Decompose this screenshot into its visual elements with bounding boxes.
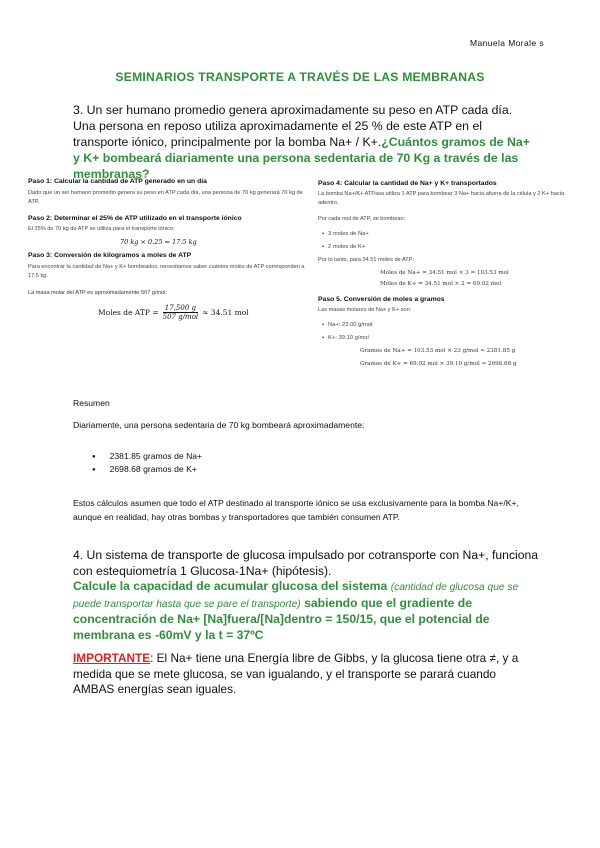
grams-k-line: Gramos de K+ = 69.02 mol × 39.10 g/mol ≈ 2698.68 g (360, 361, 517, 367)
author-name: Manuela Morale s (470, 38, 544, 48)
k-moles-line: Moles de K+ = 34.51 mol × 2 = 69.02 mol (380, 281, 502, 287)
important-label: IMPORTANTE (73, 651, 151, 665)
question-4-text: 4. Un sistema de transporte de glucosa impulsado por cotransporte con Na+, funciona con estequiometría 1 Glucosa-1Na+ (hipótesis). (73, 548, 539, 578)
step-2-title: Paso 2: Determinar el 25% de ATP utilizado en el transporte iónico (28, 215, 242, 222)
summary-item-k: ● 2698.68 gramos de K+ (92, 463, 202, 476)
step-2-formula: 70 kg × 0.25 = 17.5 kg (120, 238, 197, 246)
question-4-italic: (cantidad de glucosa que se puede transportar hasta que se pare el transporte) (73, 582, 519, 610)
summary-note: Estos cálculos asumen que todo el ATP destinado al transporte iónico se usa exclusivamente para la bomba Na+/K+, aunque en realidad, hay otras bombas y transportadores que también consumen ATP. (73, 498, 519, 522)
step-4-text-2: Por cada mol de ATP, se bombean: (318, 216, 406, 222)
question-3-text: 3. Un ser humano promedio genera aproximadamente su peso en ATP cada día. Una persona en reposo utiliza aproximadamente el 25 % de este ATP en el transporte iónico, principalmente por la bomba Na+ / K+. (73, 103, 513, 149)
step-3-title: Paso 3: Conversión de kilogramos a moles de ATP (28, 252, 192, 259)
formula-denominator: 507 g/mol (162, 313, 199, 321)
right-column (318, 180, 580, 369)
page-title: SEMINARIOS TRANSPORTE A TRAVÉS DE LAS MEMBRANAS (115, 70, 485, 84)
formula-lhs: Moles de ATP = (98, 308, 159, 317)
step-5-title: Paso 5. Conversión de moles a gramos (318, 296, 445, 303)
question-4 (73, 548, 543, 643)
left-column (28, 178, 308, 321)
important-text: : El Na+ tiene una Energía libre de Gibbs, y la glucosa tiene otra ≠, y a medida que se mete glucosa, se van igualando, y el transporte se parará cuando AMBAS energías sean iguales. (73, 651, 519, 696)
grams-na-line: Gramos de Na+ = 103.53 mol × 23 g/mol ≈ 2381.85 g (360, 348, 516, 354)
step-4-text-3: Por lo tanto, para 34.51 moles de ATP: (318, 257, 414, 263)
step-4-title: Paso 4: Calcular la cantidad de Na+ y K+ transportados (318, 180, 497, 187)
summary-item-na: ● 2381.85 gramos de Na+ (92, 450, 202, 463)
atp-moles-formula (98, 304, 308, 321)
bullet-k: • 2 moles de K+ (322, 244, 580, 250)
step-3-text-2: La masa molar del ATP es aproximadamente 507 g/mol: (28, 290, 168, 296)
formula-rhs: ≈ 34.51 mol (202, 308, 249, 317)
na-moles-line: Moles de Na+ = 34.51 mol × 3 = 103.53 mol (380, 270, 509, 276)
formula-numerator: 17,500 g (164, 304, 196, 312)
question-3 (73, 102, 533, 182)
step-1-title: Paso 1: Calcular la cantidad de ATP generado en un día (28, 178, 207, 185)
summary-list (92, 450, 202, 476)
summary-heading: Resumen (73, 398, 110, 408)
formula-fraction (163, 304, 199, 321)
bullet-na-mass: • Na+: 23.00 g/mol (322, 322, 580, 328)
step-5-text: Las masas molares de Na+ y K+ son: (318, 307, 412, 313)
question-4-green-b: sabiendo que el gradiente de concentración de Na+ [Na]fuera/[Na]dentro = 150/15, que el potencial de membrana es -60mV y la t = 37ºC (73, 595, 490, 642)
important-note (73, 651, 533, 698)
step-2-text: El 25% de 70 kg de ATP se utiliza para el transporte iónico: (28, 226, 175, 232)
bullet-k-mass: • K+: 39.10 g/mol (322, 335, 580, 341)
question-4-green-a: Calcule la capacidad de acumular glucosa del sistema (73, 579, 388, 593)
step-1-text: Dado que un ser humano promedio genera su peso en ATP cada día, una persona de 70 kg generará 70 kg de ATP. (28, 190, 303, 205)
summary-line: Diariamente, una persona sedentaria de 70 kg bombeará aproximadamente: (73, 420, 365, 430)
bullet-na: • 3 moles de Na+ (322, 231, 580, 237)
step-3-text: Para encontrar la cantidad de Na+ y K+ bombeados, necesitamos saber cuántos moles de ATP corresponden a 17.5 kg. (28, 264, 305, 279)
step-4-text: La bomba Na+/K+ ATPasa utiliza 1 ATP para bombear 3 Na+ hacia afuera de la célula y 2 K+ hacia adentro. (318, 191, 564, 206)
question-3-ask: ¿Cuántos gramos de Na+ y K+ bombeará diariamente una persona sedentaria de 70 Kg a través de las membranas? (73, 135, 530, 181)
